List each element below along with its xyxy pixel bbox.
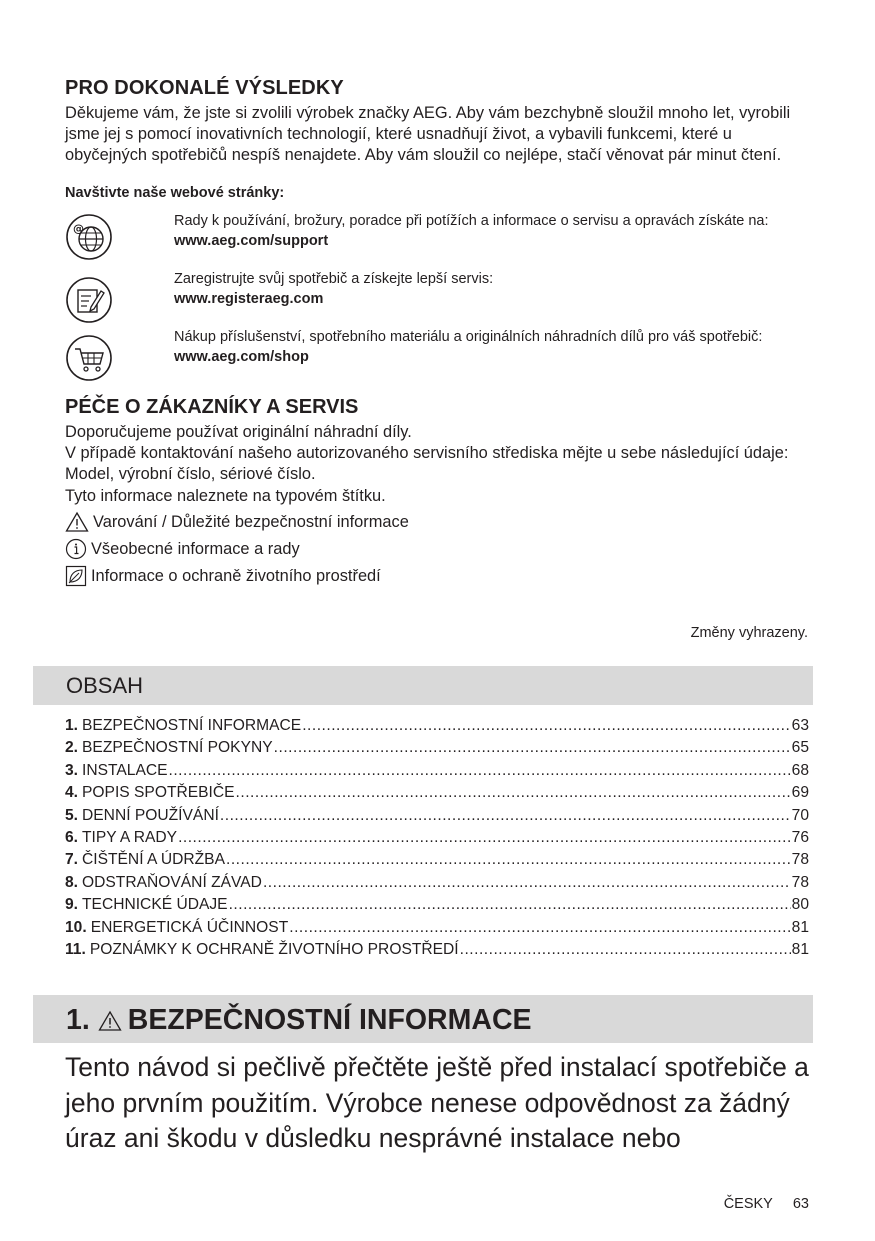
toc-entry[interactable] [65, 939, 809, 961]
safety-lead-paragraph: Tento návod si pečlivě přečtěte ještě před instalací spotřebiče a jeho prvním použitím. Výrobce nenese odpovědnost za žádný úraz ani škodu v důsledku nesprávné instalace nebo [65, 1052, 809, 1153]
safety-header-band [33, 995, 813, 1043]
toc-label: POPIS SPOTŘEBIČE [82, 784, 235, 802]
toc-title: OBSAH [66, 673, 144, 698]
toc-entry[interactable] [65, 849, 809, 871]
toc-page: 69 [791, 784, 809, 802]
web-link-text: Nákup příslušenství, spotřebního materiálu a originálních náhradních dílů pro váš spotřebič: [174, 329, 763, 345]
toc-leader [274, 737, 791, 759]
toc-label: INSTALACE [82, 761, 168, 779]
toc-page: 76 [791, 828, 809, 846]
toc-label: BEZPEČNOSTNÍ POKYNY [82, 739, 273, 757]
toc-page: 78 [791, 851, 809, 869]
toc-label: TIPY A RADY [82, 828, 178, 846]
intro-heading: PRO DOKONALÉ VÝSLEDKY [65, 77, 344, 99]
web-link-register [174, 270, 814, 309]
safety-title [66, 1004, 532, 1037]
toc-number: 8. [65, 873, 79, 891]
footer-page-number: 63 [792, 1196, 809, 1212]
toc-leader [169, 760, 791, 782]
toc-leader [229, 894, 791, 916]
globe-icon [65, 213, 113, 261]
web-link-text: Rady k používání, brožury, poradce při potížích a informace o servisu a opravách získáte na: [174, 213, 769, 229]
toc-number: 3. [65, 761, 79, 779]
toc-entry[interactable] [65, 737, 809, 759]
toc-leader [302, 715, 790, 737]
toc-label: BEZPEČNOSTNÍ INFORMACE [82, 717, 302, 734]
toc-number: 6. [65, 828, 79, 846]
legend-warning [65, 511, 409, 533]
footer-language: ČESKY [723, 1196, 773, 1212]
legend-text: Informace o ochraně životního prostředí [91, 566, 381, 585]
register-url-link[interactable]: www.registeraeg.com [174, 290, 324, 307]
svg-text:@: @ [73, 222, 84, 235]
toc-page: 81 [791, 918, 809, 936]
toc-entry[interactable] [65, 917, 809, 939]
toc-page: 78 [791, 873, 809, 891]
toc-entry[interactable] [65, 872, 809, 894]
toc-leader [289, 917, 790, 939]
toc-leader [220, 805, 791, 827]
info-icon [65, 538, 87, 560]
changes-reserved-note: Změny vyhrazeny. [690, 625, 808, 641]
support-url-link[interactable]: www.aeg.com/support [174, 232, 329, 249]
toc-label: POZNÁMKY K OCHRANĚ ŽIVOTNÍHO PROSTŘEDÍ [89, 940, 459, 958]
toc-label: TECHNICKÉ ÚDAJE [82, 896, 228, 914]
shop-url-link[interactable]: www.aeg.com/shop [174, 348, 309, 365]
page-footer [724, 1196, 809, 1212]
toc-number: 4. [65, 784, 79, 802]
toc-entry[interactable] [65, 894, 809, 916]
warning-icon [65, 511, 89, 533]
toc-number: 11. [65, 940, 86, 958]
visit-websites-label: Navštivte naše webové stránky: [65, 185, 285, 201]
intro-paragraph: Děkujeme vám, že jste si zvolili výrobek značky AEG. Aby vám bezchybně sloužil mnoho let, vyrobili jsme jej s pomocí inovativních technologií, které usnadňují život, a vybavili funkcemi, které u obyčejných spotřebičů nespíš nenajdete. Aby vám sloužil co nejlépe, stačí věnovat pár minut čtení. [65, 104, 791, 164]
register-icon [65, 276, 113, 324]
toc-number: 5. [65, 806, 79, 824]
web-link-shop [174, 328, 814, 367]
toc-number: 9. [65, 896, 79, 914]
shopping-cart-icon [65, 334, 113, 382]
toc-page: 70 [791, 806, 809, 824]
toc-page: 81 [791, 940, 809, 958]
care-paragraph [65, 422, 815, 507]
toc-leader [460, 939, 791, 961]
toc-leader [263, 872, 791, 894]
environment-icon [65, 565, 87, 587]
toc-page: 63 [791, 717, 809, 734]
toc-entry[interactable] [65, 715, 809, 737]
toc-leader [236, 782, 791, 804]
section-number: 1. [66, 1004, 90, 1036]
toc-number: 10. [65, 918, 87, 936]
web-link-support [174, 212, 814, 251]
legend-environment [65, 565, 381, 587]
toc-label: DENNÍ POUŽÍVÁNÍ [82, 806, 219, 824]
toc-label: ČIŠTĚNÍ A ÚDRŽBA [82, 851, 225, 869]
toc-entry[interactable] [65, 760, 809, 782]
toc-header-band [33, 666, 813, 705]
warning-icon [98, 1010, 122, 1032]
legend-info [65, 538, 300, 560]
section-title-text: BEZPEČNOSTNÍ INFORMACE [127, 1004, 532, 1036]
legend-text: Všeobecné informace a rady [91, 539, 300, 558]
toc-page: 68 [791, 761, 809, 779]
toc-entry[interactable] [65, 782, 809, 804]
toc-leader [226, 849, 791, 871]
toc-page: 80 [791, 896, 809, 914]
table-of-contents [65, 715, 809, 961]
toc-number: 1. [65, 717, 79, 734]
care-line: Tyto informace naleznete na typovém štítku. [65, 486, 386, 505]
toc-entry[interactable] [65, 805, 809, 827]
toc-number: 7. [65, 851, 79, 869]
toc-number: 2. [65, 739, 79, 757]
toc-label: ENERGETICKÁ ÚČINNOST [90, 918, 289, 936]
legend-text: Varování / Důležité bezpečnostní informace [93, 512, 409, 531]
care-heading: PÉČE O ZÁKAZNÍKY A SERVIS [65, 396, 359, 418]
care-line: Doporučujeme používat originální náhradní díly. [65, 423, 412, 441]
web-link-text: Zaregistrujte svůj spotřebič a získejte lepší servis: [174, 271, 494, 287]
care-line: V případě kontaktování našeho autorizovaného servisního střediska mějte u sebe následující údaje: Model, výrobní číslo, sériové číslo. [65, 444, 789, 484]
toc-label: ODSTRAŇOVÁNÍ ZÁVAD [82, 873, 262, 891]
toc-leader [178, 827, 791, 849]
toc-page: 65 [791, 739, 809, 757]
toc-entry[interactable] [65, 827, 809, 849]
